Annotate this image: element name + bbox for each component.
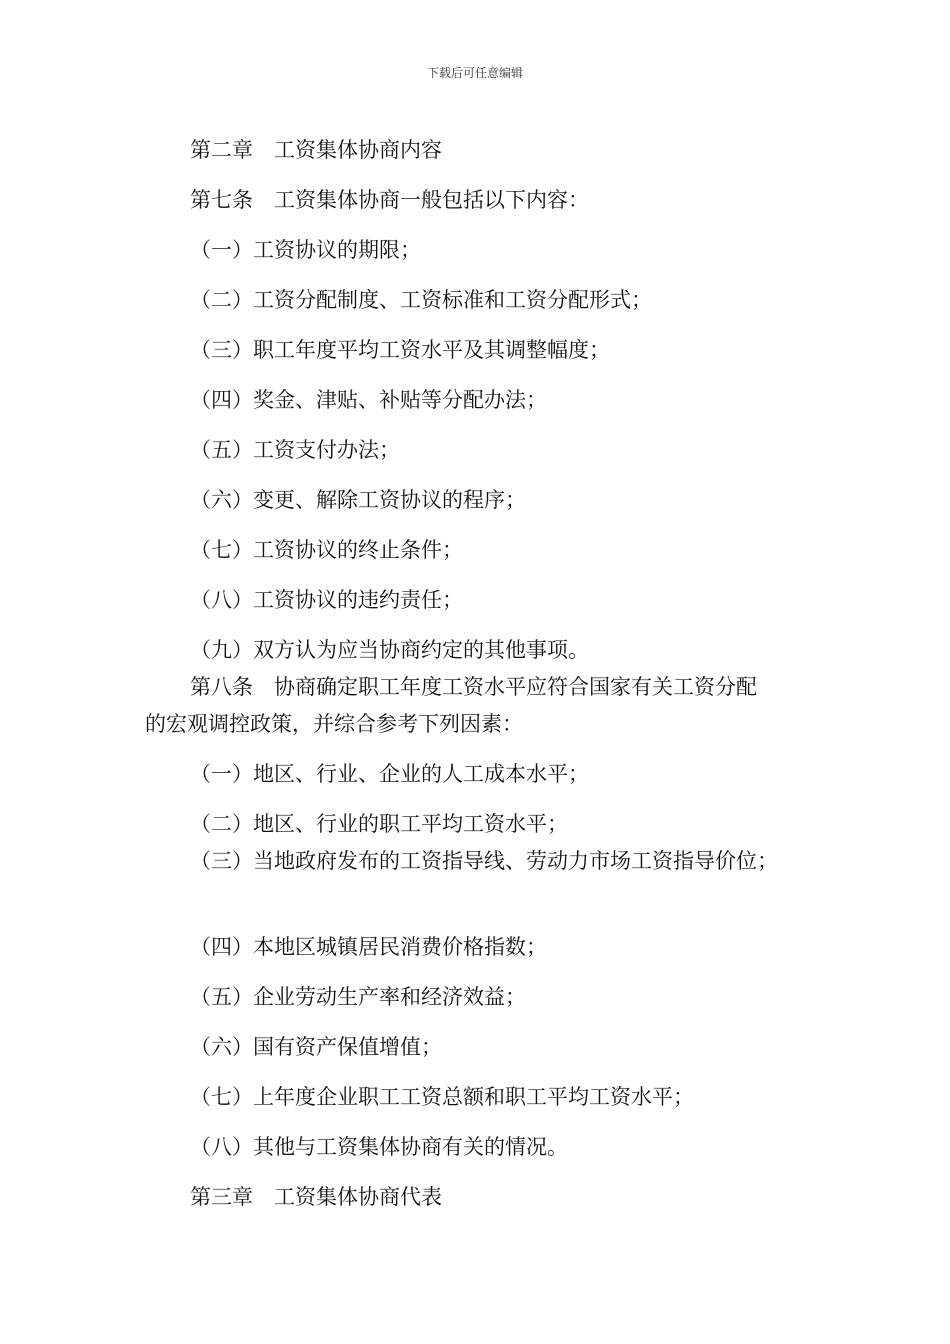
article-7-item-6: （六）变更、解除工资协议的程序；: [190, 488, 526, 512]
article-8-intro-line-1: 第八条 协商确定职工年度工资水平应符合国家有关工资分配: [190, 675, 757, 699]
chapter-2-heading: 第二章 工资集体协商内容: [190, 138, 442, 162]
article-8-item-2: （二）地区、行业的职工平均工资水平；: [190, 812, 568, 836]
article-8-intro-line-2: 的宏观调控政策，并综合参考下列因素：: [145, 712, 523, 736]
article-7-item-1: （一）工资协议的期限；: [190, 238, 421, 262]
article-8-item-5: （五）企业劳动生产率和经济效益；: [190, 985, 526, 1009]
article-7-item-9: （九）双方认为应当协商约定的其他事项。: [190, 638, 589, 662]
article-7-item-5: （五）工资支付办法；: [190, 438, 400, 462]
article-7-item-2: （二）工资分配制度、工资标准和工资分配形式；: [190, 288, 652, 312]
chapter-3-heading: 第三章 工资集体协商代表: [190, 1185, 442, 1209]
article-7-intro: 第七条 工资集体协商一般包括以下内容：: [190, 188, 589, 212]
page-header: 下载后可任意编辑: [426, 66, 523, 80]
article-8-item-3: （三）当地政府发布的工资指导线、劳动力市场工资指导价位；: [190, 849, 778, 873]
article-8-item-6: （六）国有资产保值增值；: [190, 1035, 442, 1059]
article-7-item-8: （八）工资协议的违约责任；: [190, 588, 463, 612]
article-8-item-7: （七）上年度企业职工工资总额和职工平均工资水平；: [190, 1085, 694, 1109]
article-7-item-4: （四）奖金、津贴、补贴等分配办法；: [190, 388, 547, 412]
article-8-item-4: （四）本地区城镇居民消费价格指数；: [190, 935, 547, 959]
article-8-item-1: （一）地区、行业、企业的人工成本水平；: [190, 762, 589, 786]
article-8-item-8: （八）其他与工资集体协商有关的情况。: [190, 1135, 568, 1159]
article-7-item-3: （三）职工年度平均工资水平及其调整幅度；: [190, 338, 610, 362]
article-7-item-7: （七）工资协议的终止条件；: [190, 538, 463, 562]
